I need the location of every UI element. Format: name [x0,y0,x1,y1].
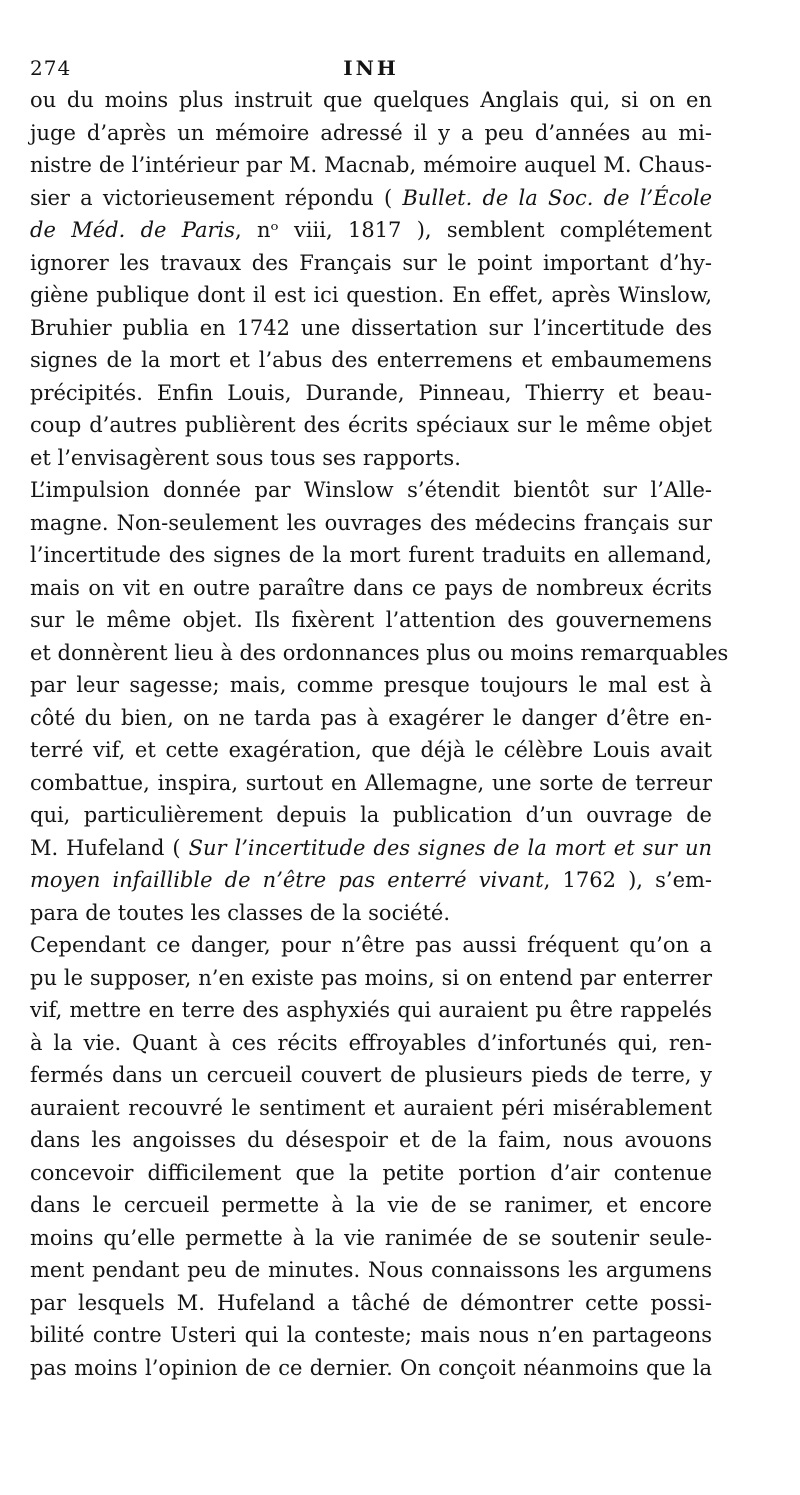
paragraph [30,474,729,929]
italic-citation: Sur l’incertitude des signes de la mort et sur un [188,835,713,860]
text-line: combattue, inspira, surtout en Allemagne, une sorte de terreur [30,770,712,795]
text-line: et donnèrent lieu à des ordonnances plus ou moins remarquables [30,640,729,665]
text-line: magne. Non-seulement les ouvrages des médecins français sur [30,510,712,535]
paragraph [30,929,712,1384]
text-line: par leur sagesse; mais, comme presque toujours le mal est à [30,673,712,697]
text-line: et l’envisagèrent sous tous ses rapports. [30,445,461,470]
text-segment: , 1762 ), s’em- [543,868,713,892]
text-line: ment pendant peu de minutes. Nous connaissons les argumens [30,1258,712,1282]
text-line: giène publique dont il est ici question. En effet, après Winslow, [30,283,712,307]
text-line: sur le même objet. Ils fixèrent l’attention des gouvernemens [30,608,712,632]
italic-citation: de Méd. de Paris [30,218,236,242]
text-line: côté du bien, on ne tarda pas à exagérer le danger d’être en- [30,705,712,730]
text-segment: M. Hufeland ( [30,835,189,860]
italic-citation: Bullet. de la Soc. de l’École [402,185,712,210]
text-line: qui, particulièrement depuis la publication d’un ouvrage de [30,803,712,827]
text-line: concevoir difficilement que la petite portion d’air contenue [30,1160,712,1185]
text-line: pas moins l’opinion de ce dernier. On conçoit néanmoins que la [30,1355,712,1380]
text-line: l’incertitude des signes de la mort furent traduits en allemand, [30,543,712,567]
text-line: auraient recouvré le sentiment et auraient péri misérablement [30,1095,712,1120]
text-line: dans le cercueil permette à la vie de se ranimer, et encore [30,1193,712,1217]
text-line: terré vif, et cette exagération, que déjà le célèbre Louis avait [30,738,712,762]
text-line: par lesquels M. Hufeland a tâché de démontrer cette possi- [30,1290,712,1315]
text-line: coup d’autres publièrent des écrits spéciaux sur le même objet [30,413,712,437]
text-line: ignorer les travaux des Français sur le point important d’hy- [30,250,712,275]
text-line [30,832,712,865]
text-line: moins qu’elle permette à la vie ranimée de se soutenir seule- [30,1225,712,1250]
text-line: juge d’après un mémoire adressé il y a peu d’années au mi- [30,120,712,145]
text-line [30,214,712,247]
text-line: à la vie. Quant à ces récits effroyables d’infortunés qui, ren- [30,1030,712,1055]
text-segment: sier a victorieusement répondu ( [30,185,403,210]
text-line: mais on vit en outre paraître dans ce pays de nombreux écrits [30,575,712,600]
text-line: signes de la mort et l’abus des enterremens et embaumemens [30,348,712,372]
text-line: bilité contre Usteri qui la conteste; mais nous n’en partageons [30,1323,712,1347]
italic-citation: moyen infaillible de n’être pas enterré vivant [30,868,544,892]
text-line: para de toutes les classes de la société. [30,900,451,925]
text-line: Bruhier publia en 1742 une dissertation sur l’incertitude des [30,315,712,340]
text-line: Cependant ce danger, pour n’être pas aussi fréquent qu’on a [30,933,712,957]
text-line: nistre de l’intérieur par M. Macnab, mémoire auquel M. Chaus- [30,153,712,177]
text-line: précipités. Enfin Louis, Durande, Pinneau, Thierry et beau- [30,380,712,405]
running-head [30,56,712,84]
body-text [30,84,729,1384]
text-line: pu le supposer, n’en existe pas moins, si on entend par enterrer [30,965,712,990]
text-line: L’impulsion donnée par Winslow s’étendit bientôt sur l’Alle- [30,478,712,502]
text-line [30,182,712,215]
text-line: dans les angoisses du désespoir et de la faim, nous avouons [30,1128,712,1152]
text-line: fermés dans un cercueil couvert de plusieurs pieds de terre, y [30,1063,712,1087]
running-title: INH [343,56,399,80]
book-page [30,56,729,1384]
text-line: ou du moins plus instruit que quelques Anglais qui, si on en [30,88,712,112]
paragraph [30,84,712,474]
text-segment: , nᵒ viii, 1817 ), semblent complétement [235,218,712,242]
text-line [30,864,712,897]
text-line: vif, mettre en terre des asphyxiés qui auraient pu être rappelés [30,998,712,1022]
page-number: 274 [30,56,72,80]
